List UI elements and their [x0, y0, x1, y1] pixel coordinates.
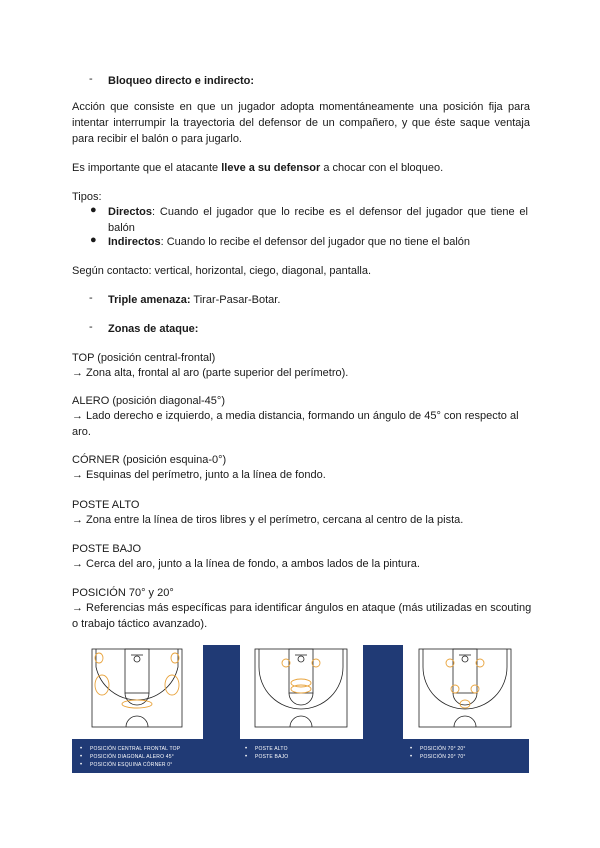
center-circle — [454, 716, 476, 727]
bullet-icon: ● — [90, 204, 97, 216]
zona-desc: → Cerca del aro, junto a la línea de fondo, a ambos lados de la pintura. — [72, 558, 420, 570]
court-positions-figure — [72, 645, 529, 773]
center-circle — [126, 716, 148, 727]
caption: • POSTE ALTO — [255, 745, 288, 753]
important-before: Es importante que el atacante — [72, 162, 222, 174]
zona-desc: → Zona alta, frontal al aro (parte superior del perímetro). — [72, 367, 349, 379]
tipos-label: Tipos: — [72, 191, 102, 203]
tipo-colon: : — [160, 236, 164, 248]
three-point-line — [96, 649, 178, 700]
list-dash: - — [89, 321, 93, 333]
hoop — [134, 656, 140, 662]
position-marker — [165, 675, 179, 695]
zona-desc: → Esquinas del perímetro, junto a la línea de fondo. — [72, 469, 326, 481]
court-outline — [92, 649, 182, 727]
zona-title: CÓRNER (posición esquina-0°) — [72, 454, 227, 466]
position-marker — [291, 685, 311, 693]
zona-title: POSTE ALTO — [72, 499, 140, 511]
heading-zonas: Zonas de ataque: — [108, 323, 199, 335]
caption: • POSICIÓN 20° 70° — [420, 753, 466, 761]
triple-amenaza — [108, 292, 280, 308]
center-circle — [290, 716, 312, 727]
zona-desc: → Lado derecho e izquierdo, a media distancia, formando un ángulo de 45° con respecto al aro. — [72, 410, 519, 438]
tipo-term: Directos — [108, 206, 153, 218]
heading-bloqueo: Bloqueo directo e indirecto: — [108, 75, 255, 87]
tipo-text: Cuando el jugador que lo recibe es el defensor del jugador que tiene el balón — [108, 206, 528, 234]
tipo-colon: : — [152, 206, 156, 218]
important-bold: lleve a su defensor — [221, 162, 321, 174]
contacto-line: Según contacto: vertical, horizontal, ciego, diagonal, pantalla. — [72, 265, 372, 277]
caption: • POSICIÓN DIAGONAL ALERO 45° — [90, 753, 174, 761]
zona-title: POSTE BAJO — [72, 543, 142, 555]
zona-title: ALERO (posición diagonal-45°) — [72, 395, 225, 407]
zona-desc: → Zona entre la línea de tiros libres y el perímetro, cercana al centro de la pista. — [72, 514, 464, 526]
zona-title: POSICIÓN 70° y 20° — [72, 587, 174, 599]
tipo-indirectos — [108, 234, 470, 250]
position-marker — [451, 685, 459, 693]
zona-desc: → Referencias más específicas para identificar ángulos en ataque (más utilizadas en scouting o trabajo táctico avanzado). — [72, 602, 532, 630]
tipo-text: Cuando lo recibe el defensor del jugador que no tiene el balón — [163, 236, 471, 248]
bloqueo-description: Acción que consiste en que un jugador adopta momentáneamente una posición fija para intentar interrumpir la trayectoria del defensor de un compañero, y que éste saque ventaja para recibir el balón o para jugarlo. — [72, 101, 530, 145]
list-dash: - — [89, 73, 93, 85]
court-outline — [255, 649, 347, 727]
list-dash: - — [89, 292, 93, 304]
position-marker — [460, 700, 470, 708]
hoop — [462, 656, 468, 662]
tipo-directos — [108, 204, 528, 236]
caption: • POSICIÓN 70° 20° — [420, 745, 466, 753]
important-after: a chocar con el bloqueo. — [320, 162, 444, 174]
bullet-icon: ● — [90, 234, 97, 246]
caption: • POSTE BAJO — [255, 753, 288, 761]
paint-area — [125, 649, 149, 693]
triple-text: Tirar-Pasar-Botar. — [190, 294, 281, 306]
position-marker — [95, 675, 109, 695]
position-marker — [471, 685, 479, 693]
hoop — [298, 656, 304, 662]
caption: • POSICIÓN ESQUINA CÓRNER 0° — [90, 761, 173, 769]
free-throw-arc — [453, 693, 477, 705]
court-outline — [419, 649, 511, 727]
paint-area — [453, 649, 477, 693]
position-marker — [122, 700, 152, 708]
caption: • POSICIÓN CENTRAL FRONTAL TOP — [90, 745, 180, 753]
tipo-term: Indirectos — [108, 236, 161, 248]
triple-bold: Triple amenaza: — [108, 294, 191, 306]
important-line — [72, 160, 443, 176]
zona-title: TOP (posición central-frontal) — [72, 352, 216, 364]
free-throw-arc — [289, 693, 313, 705]
